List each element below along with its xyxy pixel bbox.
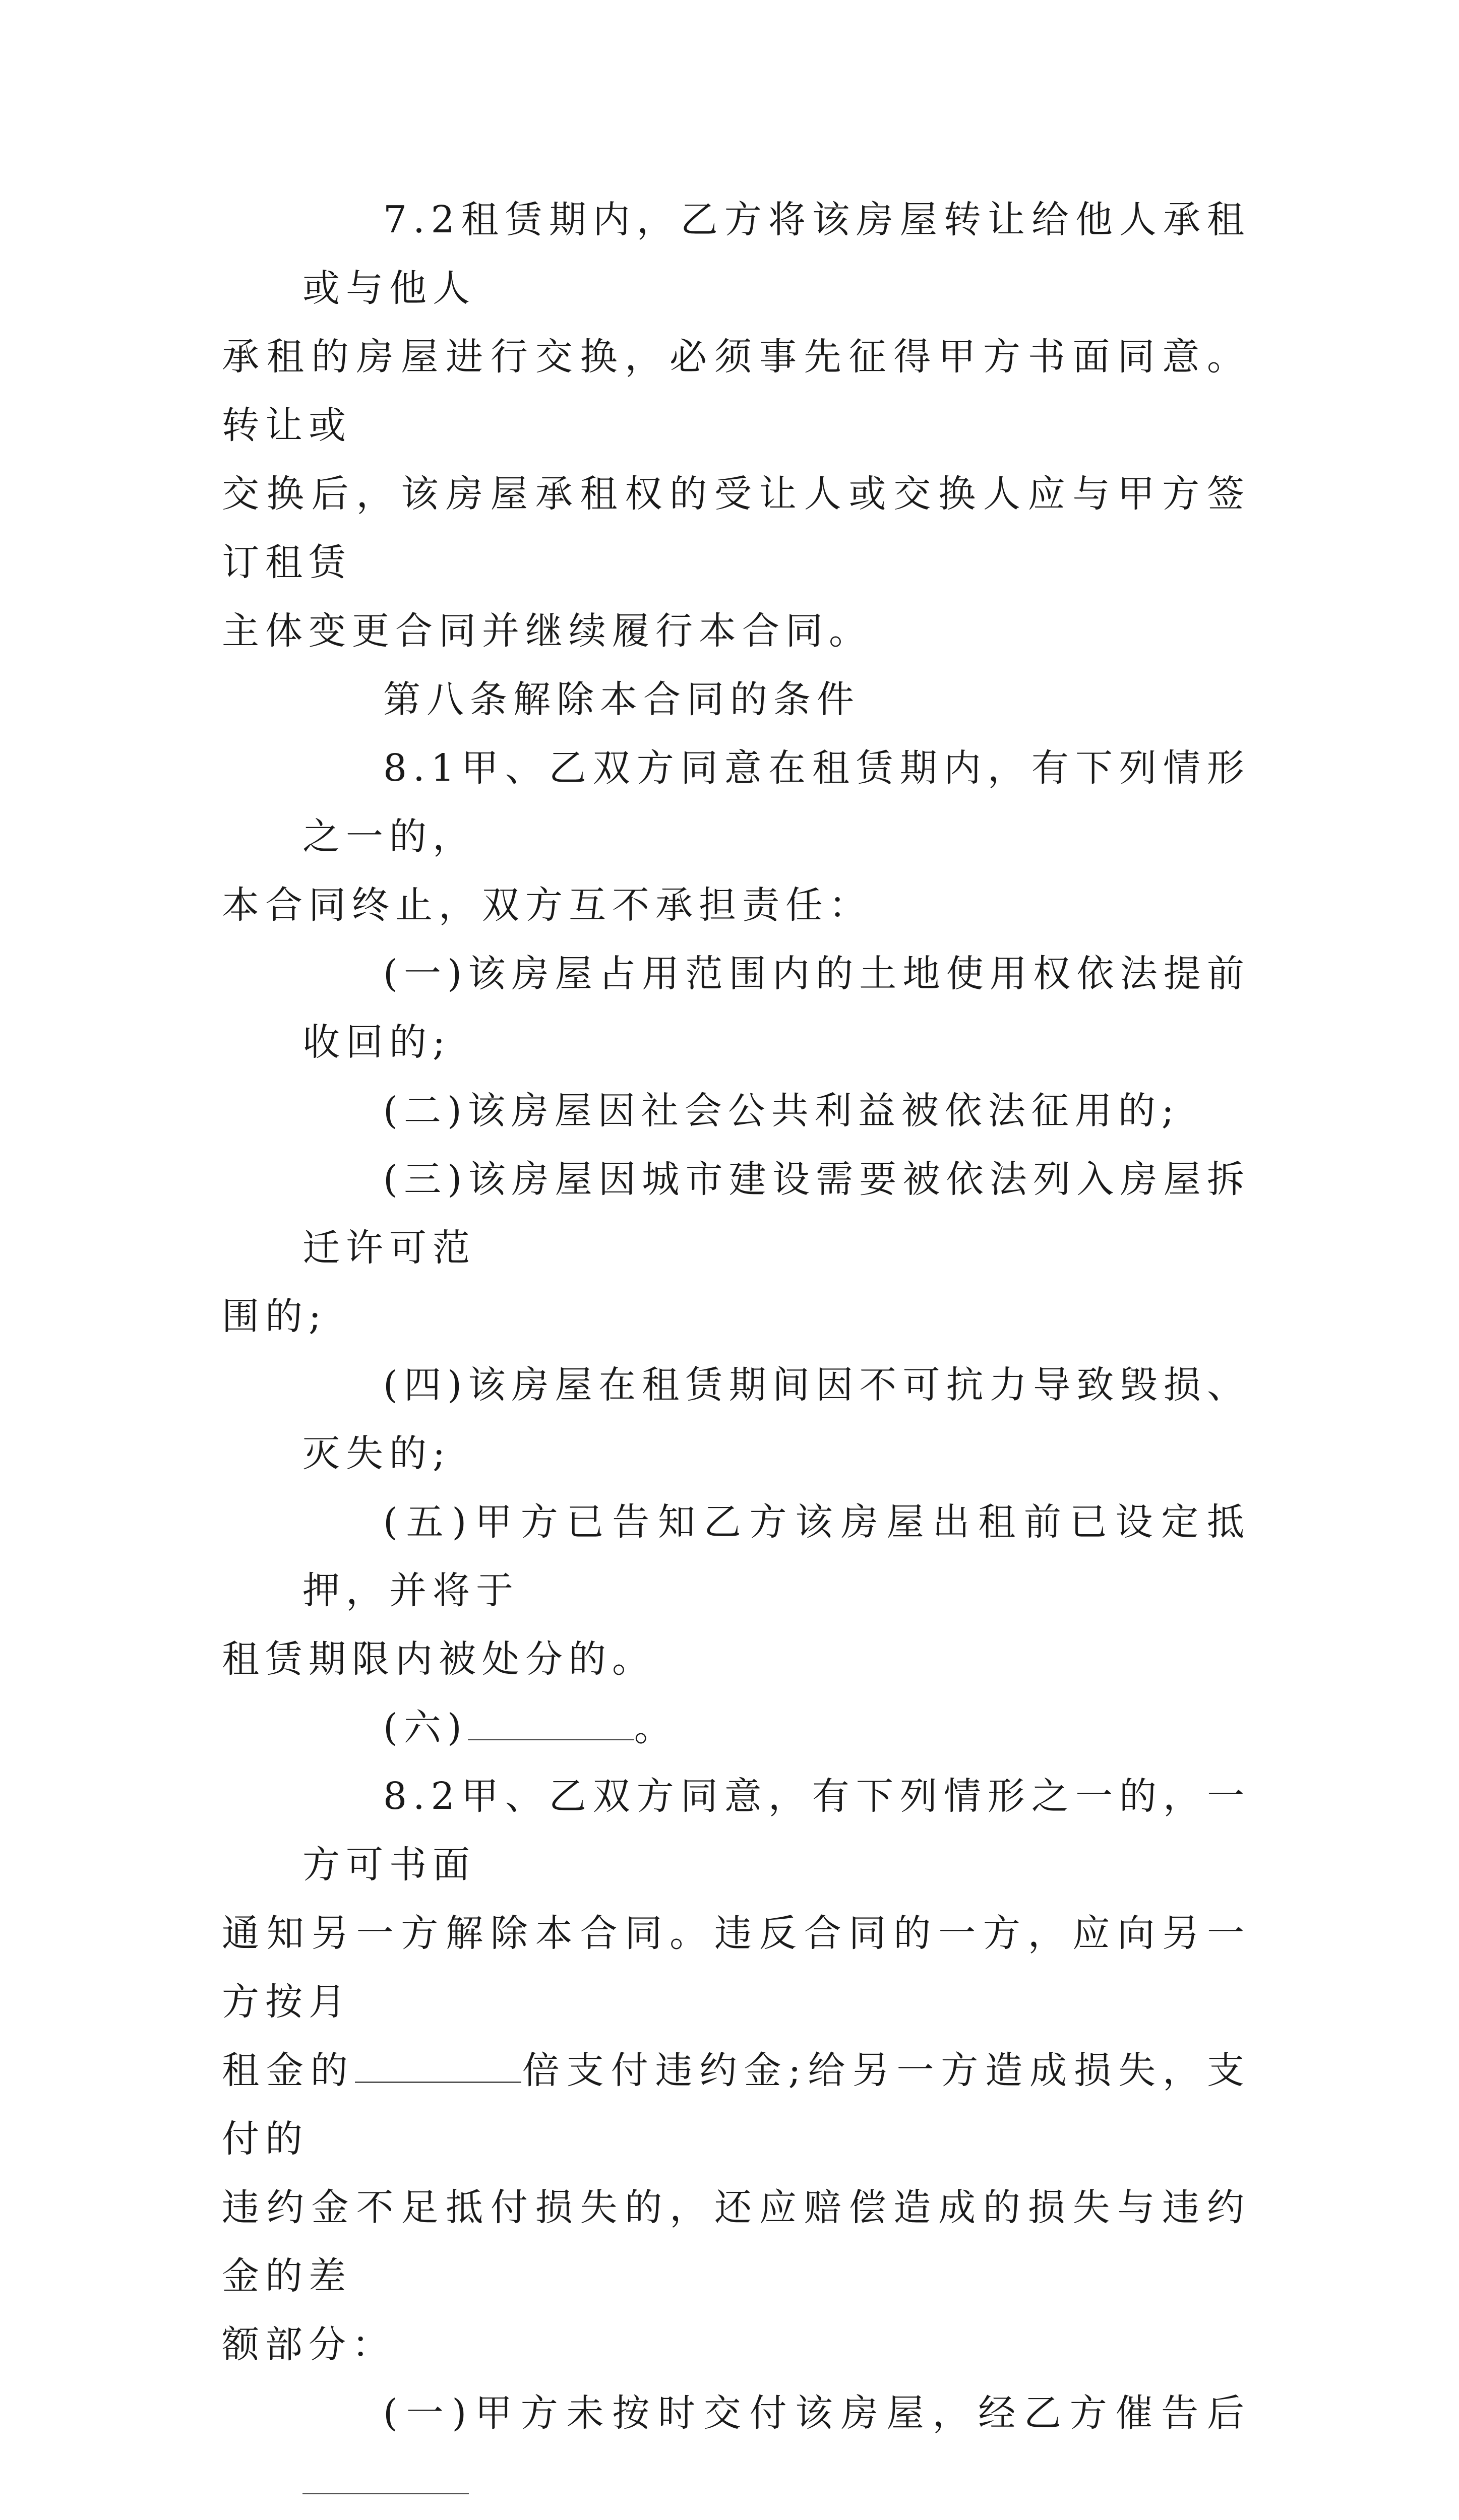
text-line: 租赁期限内被处分的。 bbox=[222, 1637, 655, 1681]
text-line bbox=[222, 2516, 1250, 2520]
text-line bbox=[222, 2036, 1250, 2173]
text-line: 通知另一方解除本合同。违反合同的一方，应向另一方按月 bbox=[222, 1912, 1250, 2024]
document-body bbox=[222, 185, 1250, 2520]
paragraph-8-1 bbox=[222, 734, 1250, 939]
list-item-1 bbox=[222, 939, 1250, 1077]
text-line: (五)甲方已告知乙方该房屋出租前已设定抵押，并将于 bbox=[302, 1500, 1250, 1612]
text-line: 围的; bbox=[222, 1295, 327, 1338]
text-line: 违约金不足抵付损失的，还应赔偿造成的损失与违约金的差 bbox=[222, 2186, 1250, 2298]
list-item-5 bbox=[222, 1488, 1250, 1693]
text-line: 交换后，该房屋承租权的受让人或交换人应与甲方签订租赁 bbox=[222, 472, 1250, 584]
list-item-6 bbox=[222, 1693, 1250, 1762]
text-line: 8.1甲、乙双方同意在租赁期内，有下列情形之一的， bbox=[302, 746, 1250, 858]
text-line: 承租的房屋进行交换，必须事先征得甲方书面同意。转让或 bbox=[222, 335, 1250, 447]
paragraph-8-2 bbox=[222, 1762, 1250, 2379]
text-line: (一)该房屋占用范围内的土地使用权依法提前收回的; bbox=[302, 952, 1250, 1064]
list-item-8-2-1 bbox=[222, 2379, 1250, 2520]
line-prefix: 租金的 bbox=[222, 2049, 355, 2092]
text-line bbox=[222, 2379, 1250, 2516]
list-item-3 bbox=[222, 1145, 1250, 1351]
text-line: 7.2租赁期内，乙方将该房屋转让给他人承租或与他人 bbox=[302, 198, 1250, 310]
text-line bbox=[222, 1693, 1250, 1762]
line-prefix: (一)甲方未按时交付该房屋，经乙方催告后 bbox=[383, 2391, 1250, 2435]
section-heading-article-8 bbox=[222, 665, 1250, 734]
text-line: (二)该房屋因社会公共利益被依法征用的; bbox=[383, 1089, 1180, 1132]
line-suffix: 倍支付违约金;给另一方造成损失，支付的 bbox=[222, 2049, 1250, 2161]
text-line: 额部分： bbox=[222, 2323, 395, 2366]
list-item-2 bbox=[222, 1077, 1250, 1145]
text-line: 主体变更合同并继续履行本合同。 bbox=[222, 609, 872, 653]
text-line: (四)该房屋在租赁期间因不可抗力导致毁损、灭失的; bbox=[302, 1363, 1250, 1475]
text-line: 第八条解除本合同的条件 bbox=[383, 678, 860, 721]
list-item-4 bbox=[222, 1351, 1250, 1488]
fill-in-blank[interactable] bbox=[302, 2461, 469, 2494]
text-line: 本合同终止，双方互不承担责任： bbox=[222, 884, 872, 927]
text-line: (三)该房屋因城市建设需要被依法列入房屋拆迁许可范 bbox=[302, 1158, 1250, 1270]
line-prefix: (六) bbox=[383, 1706, 468, 1749]
paragraph-7-2 bbox=[222, 185, 1250, 665]
fill-in-blank[interactable] bbox=[468, 1707, 634, 1740]
fill-in-blank[interactable] bbox=[355, 2049, 521, 2083]
text-line: 8.2甲、乙双方同意，有下列情形之一的，一方可书面 bbox=[302, 1775, 1250, 1886]
line-suffix: 。 bbox=[634, 1706, 678, 1749]
